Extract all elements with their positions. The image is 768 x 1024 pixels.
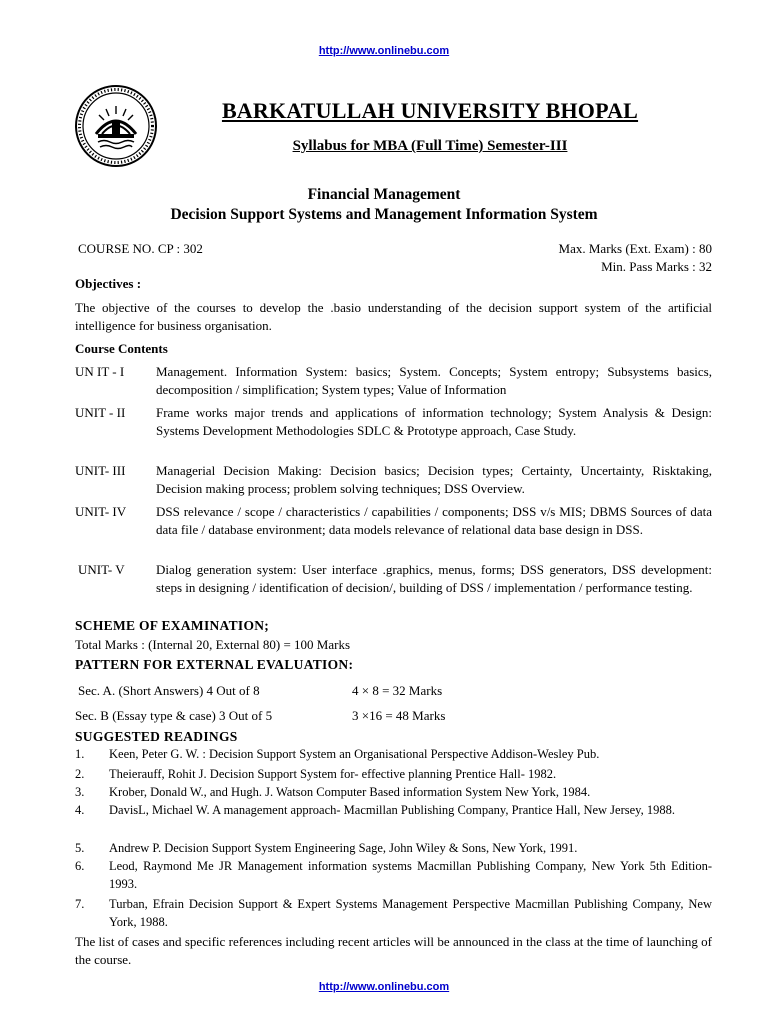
reading-text: Keen, Peter G. W. : Decision Support System an Organisational Perspective Addison-Wesley Pub. [109,747,600,761]
readings-heading: SUGGESTED READINGS [75,729,238,744]
unit-label: UNIT- III [75,463,126,478]
unit-text: Management. Information System: basics; System. Concepts; System entropy; Subsystems basics, decomposition / simplification; System types; Value of Information [156,364,712,397]
unit-label: UNIT- IV [75,504,127,519]
reading-number: 1. [75,747,85,761]
closing-note: The list of cases and specific references including recent articles will be announced in the class at the time of launching of the course. [75,934,712,967]
website-link-bottom[interactable]: http://www.onlinebu.com [318,981,450,993]
website-link-top[interactable]: http://www.onlinebu.com [318,45,450,57]
course-number: COURSE NO. CP : 302 [78,241,203,256]
total-marks: Total Marks : (Internal 20, External 80) = 100 Marks [75,637,351,652]
unit-item [75,503,712,538]
reading-number: 5. [75,841,85,855]
section-a-marks: 4 × 8 = 32 Marks [352,683,443,698]
reading-text: Andrew P. Decision Support System Engineering Sage, John Wiley & Sons, New York, 1991. [109,841,578,855]
reading-text: Krober, Donald W., and Hugh. J. Watson Computer Based information System New York, 1984. [109,785,591,799]
reading-number: 3. [75,785,85,799]
unit-label: UN IT - I [75,364,125,379]
section-b-label: Sec. B (Essay type & case) 3 Out of 5 [75,708,273,723]
unit-item [75,462,712,497]
pattern-heading: PATTERN FOR EXTERNAL EVALUATION: [75,657,354,672]
reading-number: 6. [75,859,85,873]
reading-item [75,784,712,802]
objectives-heading: Objectives : [75,276,142,291]
unit-item [75,561,712,596]
reading-text: DavisL, Michael W. A management approach- Macmillan Publishing Company, Prantice Hall, New Jersey, 1988. [109,803,675,817]
unit-text: DSS relevance / scope / characteristics / capabilities / components; DSS v/s MIS; DBMS Sources of data data file / database environment; data models relevance of relational data base design in DSS. [156,504,712,537]
reading-number: 7. [75,897,85,911]
university-title: BARKATULLAH UNIVERSITY BHOPAL [221,98,639,123]
reading-text: Theierauff, Rohit J. Decision Support System for- effective planning Prentice Hall- 1982. [109,767,557,781]
section-b-marks: 3 ×16 = 48 Marks [352,708,446,723]
subject-title: Financial Management [307,186,461,203]
reading-text: Leod, Raymond Me JR Management information systems Macmillan Publishing Company, New York 5th Edition- 1993. [109,859,712,891]
objectives-text: The objective of the courses to develop the .basio understanding of the decision support system of the artificial intelligence for business organisation. [75,300,712,333]
subject-subtitle: Decision Support Systems and Management Information System [170,206,598,223]
reading-item [75,802,712,820]
reading-item [75,858,712,893]
unit-text: Frame works major trends and applications of information technology; System Analysis & Design: Systems Development Methodologies SDLC & Prototype approach, Case Study. [156,405,712,438]
unit-label: UNIT- V [78,562,125,577]
unit-item [75,363,712,398]
section-a-label: Sec. A. (Short Answers) 4 Out of 8 [78,683,260,698]
reading-number: 2. [75,767,85,781]
scheme-heading: SCHEME OF EXAMINATION; [75,618,270,633]
max-marks: Max. Marks (Ext. Exam) : 80 [558,241,712,256]
reading-item [75,896,712,931]
reading-text: Turban, Efrain Decision Support & Expert Systems Management Perspective Macmillan Publishing Company, New York, 1988. [109,897,712,929]
university-seal-icon [74,84,158,168]
reading-item [75,766,712,784]
min-pass-marks: Min. Pass Marks : 32 [601,259,712,274]
syllabus-subtitle: Syllabus for MBA (Full Time) Semester-III [292,138,568,154]
unit-text: Managerial Decision Making: Decision basics; Decision types; Certainty, Uncertainty, Risktaking, Decision making process; problem solving techniques; DSS Overview. [156,463,712,496]
reading-item [75,746,712,764]
course-contents-heading: Course Contents [75,341,168,356]
unit-label: UNIT - II [75,405,126,420]
unit-text: Dialog generation system: User interface .graphics, menus, forms; DSS generators, DSS development: steps in designing / identification of decision/, building of DSS / implementation / performance testing. [156,562,712,595]
reading-item [75,840,712,858]
reading-number: 4. [75,803,85,817]
unit-item [75,404,712,439]
